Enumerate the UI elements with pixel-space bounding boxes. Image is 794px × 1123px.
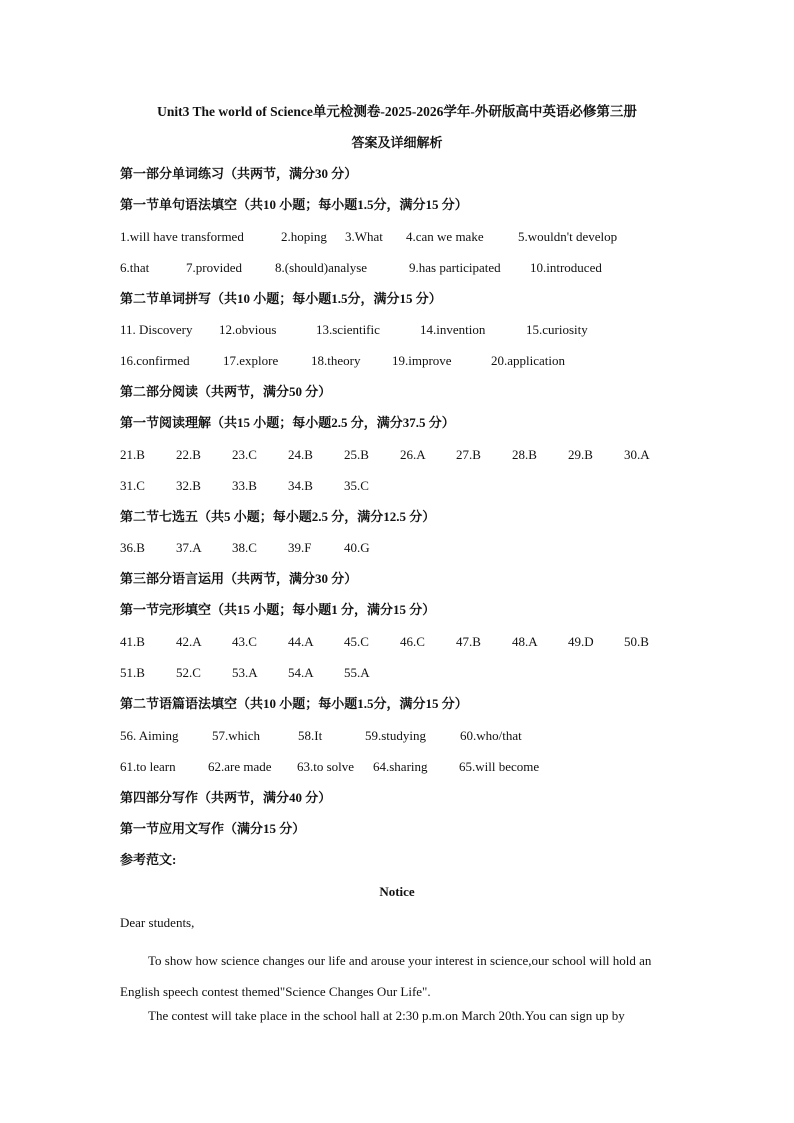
- answer-item: 65.will become: [459, 759, 540, 774]
- answer-item: 31.C: [120, 478, 145, 493]
- part1-sec2-heading: 第二节单词拼写（共10 小题；每小题1.5分，满分15 分）: [120, 291, 442, 306]
- answer-item: 20.application: [491, 353, 566, 368]
- answer-item: 45.C: [344, 634, 369, 649]
- part1-sec1-heading: 第一节单句语法填空（共10 小题；每小题1.5分，满分15 分）: [120, 197, 468, 212]
- answer-item: 36.B: [120, 540, 145, 555]
- answer-item: 25.B: [344, 447, 369, 462]
- answer-item: 9.has participated: [409, 260, 501, 275]
- answer-item: 46.C: [400, 634, 425, 649]
- answer-item: 59.studying: [365, 728, 427, 743]
- part4-sec1-heading: 第一节应用文写作（满分15 分）: [120, 821, 306, 836]
- answer-item: 50.B: [624, 634, 649, 649]
- answer-item: 21.B: [120, 447, 145, 462]
- reference-essay-label: 参考范文:: [120, 852, 177, 867]
- answer-item: 11. Discovery: [120, 322, 193, 337]
- answer-item: 57.which: [212, 728, 261, 743]
- part3-sec1-heading: 第一节完形填空（共15 小题；每小题1 分，满分15 分）: [120, 602, 436, 617]
- part2-heading: 第二部分阅读（共两节，满分50 分）: [120, 384, 332, 399]
- essay-title: Notice: [379, 884, 415, 899]
- answer-item: 1.will have transformed: [120, 229, 244, 244]
- answer-item: 24.B: [288, 447, 313, 462]
- answer-item: 26.A: [400, 447, 426, 462]
- answer-item: 6.that: [120, 260, 150, 275]
- answer-item: 19.improve: [392, 353, 452, 368]
- answer-item: 17.explore: [223, 353, 279, 368]
- answer-item: 13.scientific: [316, 322, 380, 337]
- part2-sec2-heading: 第二节七选五（共5 小题；每小题2.5 分，满分12.5 分）: [120, 509, 436, 524]
- answer-item: 37.A: [176, 540, 202, 555]
- answer-item: 52.C: [176, 665, 201, 680]
- answer-item: 51.B: [120, 665, 145, 680]
- answer-item: 56. Aiming: [120, 728, 179, 743]
- answer-item: 38.C: [232, 540, 257, 555]
- answer-item: 16.confirmed: [120, 353, 190, 368]
- answer-item: 14.invention: [420, 322, 486, 337]
- answer-item: 18.theory: [311, 353, 361, 368]
- answer-item: 54.A: [288, 665, 314, 680]
- answer-item: 64.sharing: [373, 759, 428, 774]
- answer-item: 35.C: [344, 478, 369, 493]
- answer-item: 5.wouldn't develop: [518, 229, 618, 244]
- part1-heading: 第一部分单词练习（共两节，满分30 分）: [120, 166, 358, 181]
- answer-item: 27.B: [456, 447, 481, 462]
- answer-item: 55.A: [344, 665, 370, 680]
- answer-item: 30.A: [624, 447, 650, 462]
- essay-greeting: Dear students,: [120, 915, 195, 930]
- answer-item: 63.to solve: [297, 759, 355, 774]
- part4-heading: 第四部分写作（共两节，满分40 分）: [120, 790, 332, 805]
- answer-item: 60.who/that: [460, 728, 522, 743]
- answer-item: 15.curiosity: [526, 322, 588, 337]
- answer-item: 44.A: [288, 634, 314, 649]
- answer-item: 40.G: [344, 540, 370, 555]
- answer-item: 42.A: [176, 634, 202, 649]
- answer-item: 43.C: [232, 634, 257, 649]
- answer-item: 22.B: [176, 447, 201, 462]
- essay-paragraph-1: To show how science changes our life and arouse your interest in science,our school will hold an English speech contest themed"Science Changes Our Life".: [120, 953, 652, 999]
- answer-item: 53.A: [232, 665, 258, 680]
- essay-paragraph-2: The contest will take place in the school hall at 2:30 p.m.on March 20th.You can sign up by: [148, 1008, 625, 1023]
- answer-item: 3.What: [345, 229, 383, 244]
- part3-heading: 第三部分语言运用（共两节，满分30 分）: [120, 571, 358, 586]
- part3-sec2-heading: 第二节语篇语法填空（共10 小题；每小题1.5分，满分15 分）: [120, 696, 468, 711]
- answer-item: 48.A: [512, 634, 538, 649]
- answer-item: 29.B: [568, 447, 593, 462]
- document-subtitle: 答案及详细解析: [351, 135, 443, 150]
- answer-item: 23.C: [232, 447, 257, 462]
- part2-sec1-heading: 第一节阅读理解（共15 小题；每小题2.5 分，满分37.5 分）: [120, 415, 455, 430]
- answer-item: 10.introduced: [530, 260, 602, 275]
- answer-item: 28.B: [512, 447, 537, 462]
- answer-item: 33.B: [232, 478, 257, 493]
- document-title: Unit3 The world of Science单元检测卷-2025-2026学年-外研版高中英语必修第三册: [157, 104, 637, 119]
- answer-item: 34.B: [288, 478, 313, 493]
- answer-item: 2.hoping: [281, 229, 327, 244]
- answer-item: 61.to learn: [120, 759, 176, 774]
- answer-item: 62.are made: [208, 759, 272, 774]
- answer-item: 41.B: [120, 634, 145, 649]
- answer-item: 39.F: [288, 540, 312, 555]
- answer-item: 49.D: [568, 634, 594, 649]
- answer-item: 32.B: [176, 478, 201, 493]
- answer-item: 8.(should)analyse: [275, 260, 368, 275]
- answer-item: 47.B: [456, 634, 481, 649]
- answer-item: 12.obvious: [219, 322, 277, 337]
- answer-item: 4.can we make: [406, 229, 484, 244]
- answer-item: 58.It: [298, 728, 323, 743]
- answer-item: 7.provided: [186, 260, 242, 275]
